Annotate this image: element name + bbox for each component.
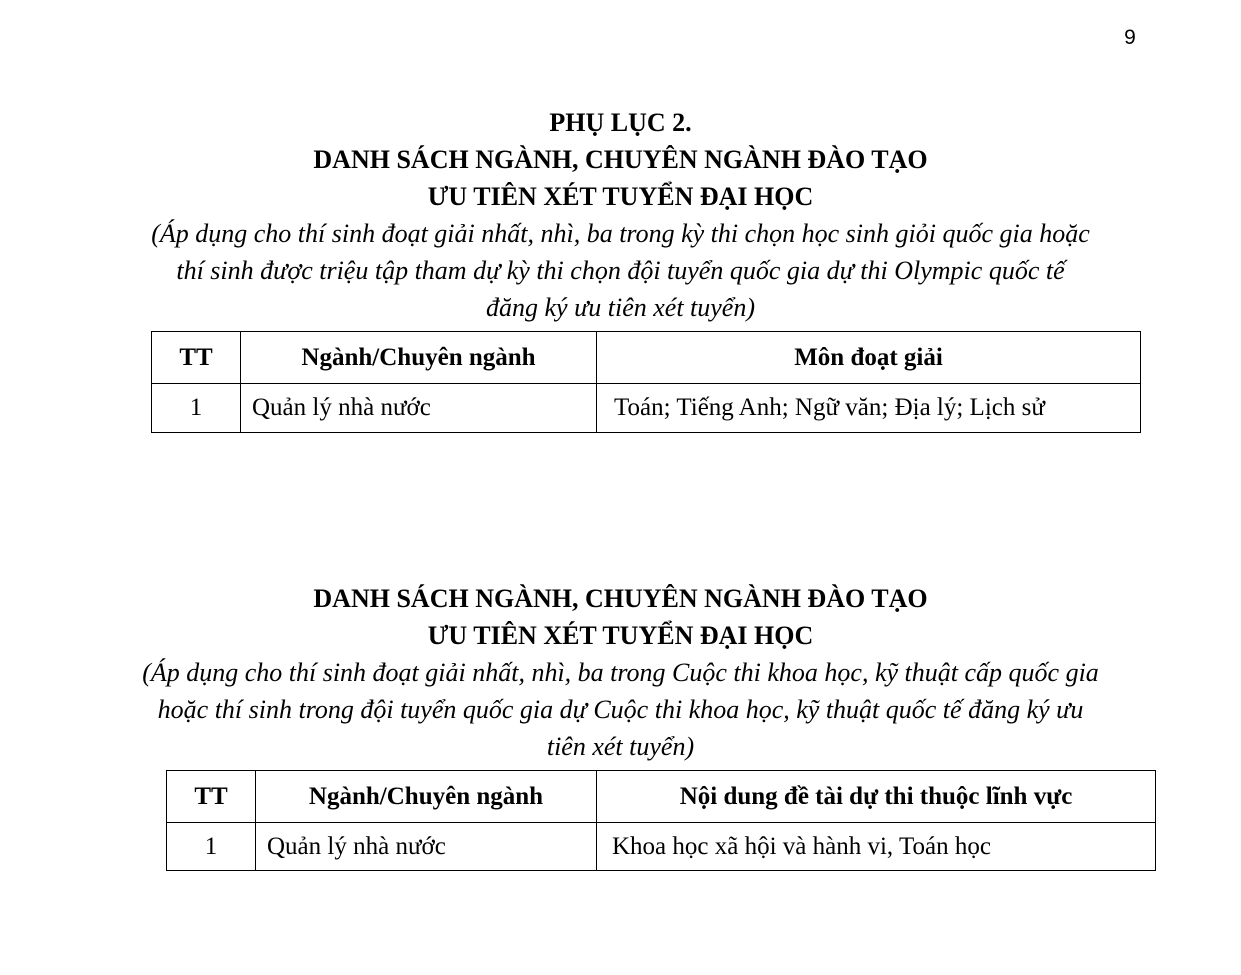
table-header-row [152, 332, 1141, 384]
cell-tt: 1 [152, 384, 241, 433]
section2-note-line3: tiên xét tuyển) [546, 732, 695, 761]
cell-tt: 1 [167, 823, 256, 871]
header-tt: TT [167, 771, 256, 823]
appendix-table [151, 331, 1141, 433]
header-tt: TT [152, 332, 241, 384]
appendix-note-line2: thí sinh được triệu tập tham dự kỳ thi chọn đội tuyển quốc gia dự thi Olympic quốc tế [176, 256, 1065, 285]
appendix-note-line1: (Áp dụng cho thí sinh đoạt giải nhất, nhì, ba trong kỳ thi chọn học sinh giỏi quốc gia hoặc [151, 219, 1090, 248]
section2-note-line2: hoặc thí sinh trong đội tuyển quốc gia dự Cuộc thi khoa học, kỹ thuật quốc tế đăng ký ưu [157, 695, 1084, 724]
appendix-note-line3: đăng ký ưu tiên xét tuyển) [485, 293, 755, 322]
header-major: Ngành/Chuyên ngành [256, 771, 597, 823]
header-major: Ngành/Chuyên ngành [241, 332, 597, 384]
section2-header [0, 580, 1241, 765]
appendix-title-line1: DANH SÁCH NGÀNH, CHUYÊN NGÀNH ĐÀO TẠO [313, 145, 928, 174]
table-row [167, 823, 1156, 871]
cell-awarded-subject: Toán; Tiếng Anh; Ngữ văn; Địa lý; Lịch sử [597, 384, 1141, 433]
section2-title-line1: DANH SÁCH NGÀNH, CHUYÊN NGÀNH ĐÀO TẠO [313, 584, 928, 613]
section2-title-line2: ƯU TIÊN XÉT TUYỂN ĐẠI HỌC [427, 621, 814, 650]
appendix-label: PHỤ LỤC 2. [549, 108, 692, 137]
section2-table [166, 770, 1156, 871]
table-row [152, 384, 1141, 433]
cell-major: Quản lý nhà nước [256, 823, 597, 871]
cell-major: Quản lý nhà nước [241, 384, 597, 433]
header-awarded-subject: Môn đoạt giải [597, 332, 1141, 384]
cell-research-field: Khoa học xã hội và hành vi, Toán học [597, 823, 1156, 871]
section2-note-line1: (Áp dụng cho thí sinh đoạt giải nhất, nhì, ba trong Cuộc thi khoa học, kỹ thuật cấp quốc gia [142, 658, 1099, 687]
appendix-title-line2: ƯU TIÊN XÉT TUYỂN ĐẠI HỌC [427, 182, 814, 211]
header-research-field: Nội dung đề tài dự thi thuộc lĩnh vực [597, 771, 1156, 823]
table-header-row [167, 771, 1156, 823]
page-number: 9 [1124, 26, 1136, 49]
appendix-header [0, 104, 1241, 326]
